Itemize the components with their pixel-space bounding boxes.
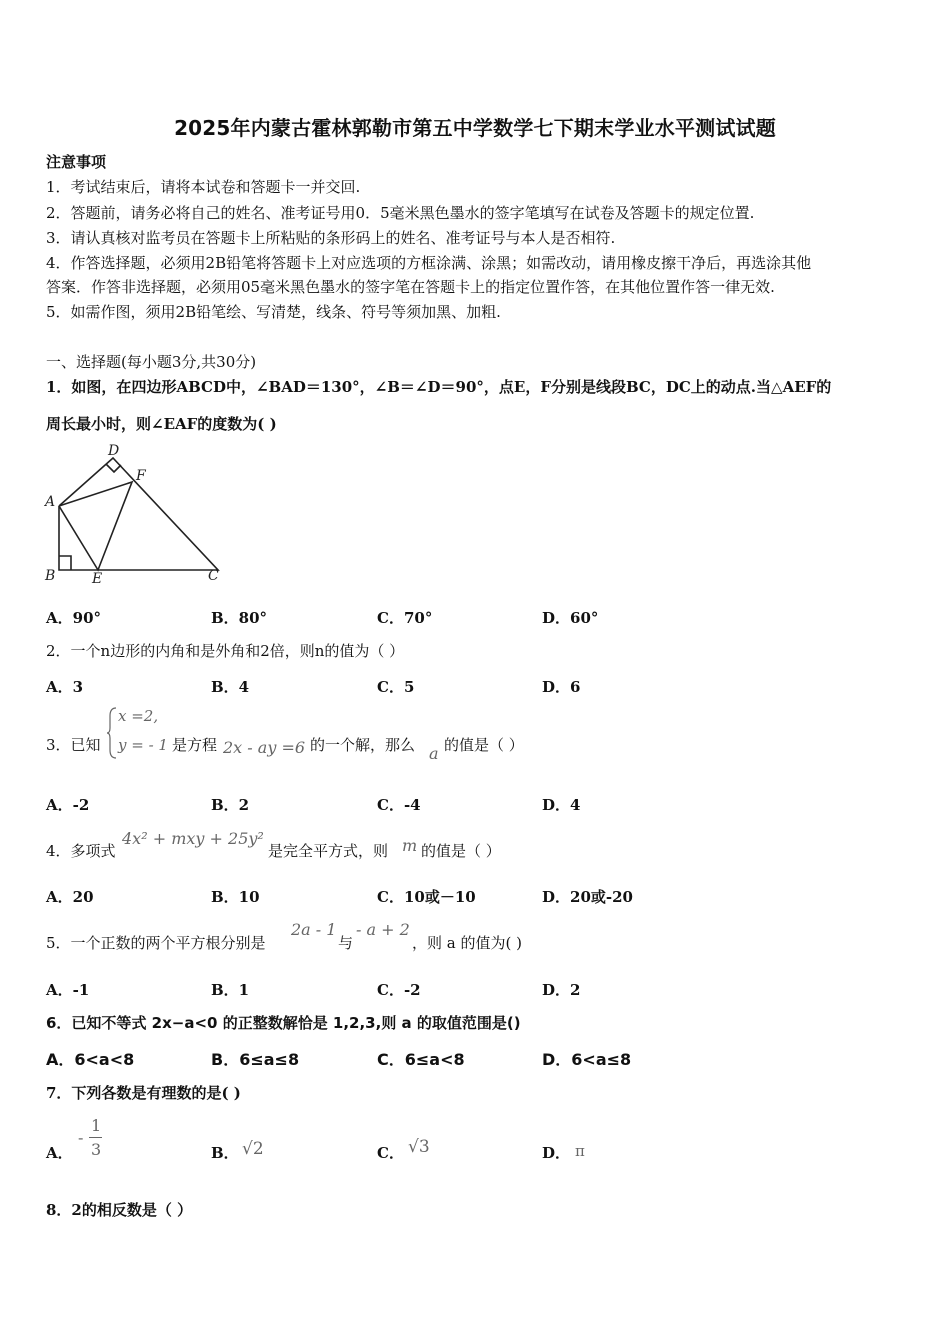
q1-figure: [40, 440, 230, 590]
q5-option-a[interactable]: A．-1: [46, 981, 90, 999]
q7-frac-neg: -: [78, 1128, 84, 1147]
q6-option-d[interactable]: D．6<a≤8: [542, 1050, 632, 1069]
q5-suffix: ，则 a 的值为( ): [412, 934, 522, 952]
q1-option-b[interactable]: B．80°: [211, 609, 268, 627]
q1-option-d[interactable]: D．60°: [542, 609, 599, 627]
q6-option-a[interactable]: A．6<a<8: [46, 1050, 135, 1069]
notice-item: 5．如需作图，须用2B铅笔绘、写清楚，线条、符号等须加黑、加粗.: [46, 303, 501, 321]
notice-item: 1．考试结束后，请将本试卷和答题卡一并交回.: [46, 178, 361, 196]
q7-sqrt-b: √2: [242, 1139, 264, 1159]
page-title: 2025年内蒙古霍林郭勒市第五中学数学七下期末学业水平测试试题: [174, 116, 776, 140]
label-f: F: [136, 468, 146, 484]
label-d: D: [108, 443, 120, 459]
q6-option-b[interactable]: B．6≤a≤8: [211, 1050, 300, 1069]
brace-icon: [106, 706, 118, 760]
q4-prefix: 4．多项式: [46, 842, 116, 860]
q3-option-c[interactable]: C．-4: [377, 796, 421, 814]
q7-text: 7．下列各数是有理数的是( ): [46, 1084, 241, 1102]
q6-option-c[interactable]: C．6≤a<8: [377, 1050, 465, 1069]
notice-heading: 注意事项: [46, 153, 107, 171]
q4-expr: 4x² + mxy + 25y²: [122, 829, 264, 848]
q1-option-c[interactable]: C．70°: [377, 609, 433, 627]
q2-option-c[interactable]: C．5: [377, 678, 415, 696]
q7-frac-num: 1: [91, 1116, 102, 1135]
q3-suffix: 的值是（ ）: [444, 736, 524, 754]
q4-option-c[interactable]: [377, 886, 476, 907]
q4-mid: 是完全平方式，则: [268, 842, 389, 860]
q1-line1: 1．如图，在四边形ABCD中，∠BAD＝130°，∠B＝∠D＝90°，点E，F分别是线段BC，DC上的动点.当△AEF的: [46, 378, 832, 396]
q5-e2: - a + 2: [356, 920, 410, 939]
label-b: B: [45, 568, 56, 584]
q7-pi: π: [575, 1142, 585, 1160]
q5-mid: 与: [338, 934, 354, 952]
fraction-bar: [89, 1137, 102, 1138]
q4-option-d-label: D．20或-20: [542, 888, 633, 906]
q7-option-a[interactable]: A．: [46, 1144, 73, 1162]
q3-mid: 是方程: [172, 736, 218, 754]
q3-option-d[interactable]: D．4: [542, 796, 581, 814]
q7-option-b[interactable]: B．: [211, 1144, 239, 1162]
notice-item: 4．作答选择题，必须用2B铅笔将答题卡上对应选项的方框涂满、涂黑；如需改动，请用橡皮擦干净后，再选涂其他: [46, 254, 812, 272]
notice-item: 2．答题前，请务必将自己的姓名、准考证号用0．5毫米黑色墨水的签字笔填写在试卷及答题卡的规定位置.: [46, 204, 755, 222]
q4-suffix: 的值是（ ）: [421, 842, 501, 860]
q1-option-a[interactable]: A．90°: [46, 609, 102, 627]
q3-var: a: [429, 744, 439, 763]
q3-option-b[interactable]: B．2: [211, 796, 250, 814]
q3-prefix: 3．已知: [46, 736, 101, 754]
notice-item: 3．请认真核对监考员在答题卡上所粘贴的条形码上的姓名、准考证号与本人是否相符.: [46, 229, 616, 247]
notice-item: 答案．作答非选择题，必须用05毫米黑色墨水的签字笔在答题卡上的指定位置作答，在其他位置作答一律无效.: [46, 278, 775, 296]
q3-sys1: x =2,: [118, 707, 159, 725]
q2-option-d[interactable]: D．6: [542, 678, 581, 696]
q4-option-a[interactable]: [46, 886, 94, 907]
section-heading: 一、选择题(每小题3分,共30分): [46, 353, 257, 371]
q7-frac-den: 3: [91, 1140, 102, 1159]
q2-text: 2．一个n边形的内角和是外角和2倍，则n的值为（ ）: [46, 642, 405, 660]
q7-option-d[interactable]: D．: [542, 1144, 571, 1162]
q3-sys2: y = - 1: [118, 736, 168, 754]
q3-mid2: 的一个解，那么: [310, 736, 416, 754]
q8-text: 8．2的相反数是（ ）: [46, 1201, 193, 1219]
q7-option-c[interactable]: C．: [377, 1144, 404, 1162]
q6-text: 6．已知不等式 2x−a<0 的正整数解恰是 1,2,3,则 a 的取值范围是(): [46, 1014, 521, 1032]
q5-prefix: 5．一个正数的两个平方根分别是: [46, 934, 266, 952]
label-c: C: [208, 568, 219, 584]
q5-e1: 2a - 1: [291, 920, 337, 939]
q5-option-b[interactable]: B．1: [211, 981, 250, 999]
q5-option-d[interactable]: D．2: [542, 981, 581, 999]
q4-option-a-label: A．20: [46, 888, 94, 906]
q3-eq: 2x - ay =6: [223, 738, 306, 757]
label-e: E: [92, 571, 103, 587]
q7-sqrt-c: √3: [408, 1137, 430, 1157]
q4-option-b-label: B．10: [211, 888, 260, 906]
q4-option-b[interactable]: [211, 886, 260, 907]
q1-line2: 周长最小时，则∠EAF的度数为( ): [46, 415, 277, 433]
q4-option-d[interactable]: [542, 886, 633, 907]
right-angle-b: [59, 556, 71, 570]
q4-var: m: [402, 836, 418, 855]
label-a: A: [45, 494, 56, 510]
q5-option-c[interactable]: C．-2: [377, 981, 421, 999]
q4-option-c-label: C．10或－10: [377, 888, 476, 906]
q3-option-a[interactable]: A．-2: [46, 796, 90, 814]
q2-option-b[interactable]: B．4: [211, 678, 250, 696]
q2-option-a[interactable]: A．3: [46, 678, 84, 696]
